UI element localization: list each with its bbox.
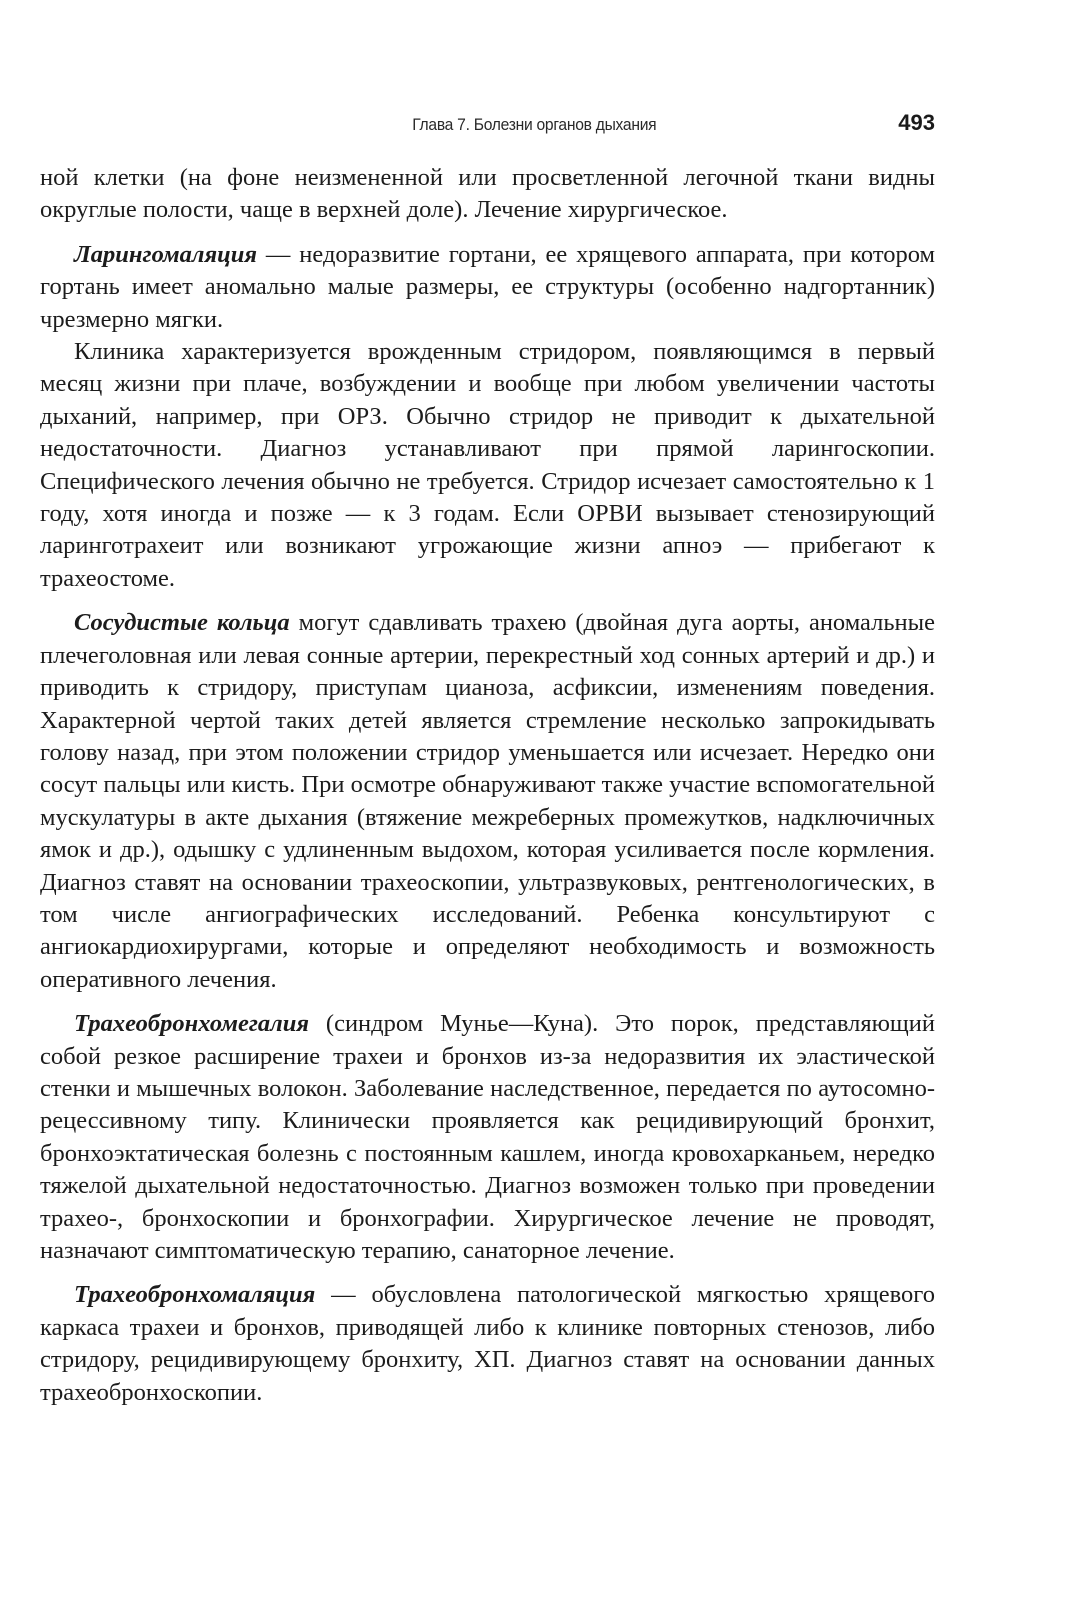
term-vascular-rings: Сосудистые кольца (74, 609, 290, 637)
term-laryngomalacia: Ларингомаляция (74, 240, 257, 268)
paragraph-laryngomalacia (40, 239, 935, 336)
paragraph-tracheobronchomegaly (40, 1008, 935, 1267)
paragraph-vascular-rings (40, 607, 935, 996)
paragraph-continuation (40, 162, 935, 227)
paragraph-laryngomalacia-clinic (40, 336, 935, 595)
paragraph-text: Клиника характеризуется врожденным стридором, появляющимся в первый месяц жизни при плаче, возбуждении и вообще при любом увеличении частоты дыханий, например, при ОРЗ. Обычно стридор не приводит к дыхательной недостаточности. Диагноз устанавливают при прямой ларингоскопии. Специфического лечения обычно не требуется. Стридор исчезает самостоятельно к 1 году, хотя иногда и позже — к 3 годам. Если ОРВИ вызывает стенозирующий ларинготрахеит или возникают угрожающие жизни апноэ — прибегают к трахеостоме. (40, 338, 935, 592)
paragraph-text: — обусловлена патологической мягкостью хрящевого каркаса трахеи и бронхов, приводящей либо к клинике повторных стенозов, либо стридору, рецидивирующему бронхиту, ХП. Диагноз ставят на основании данных трахеобронхоскопии. (40, 1281, 935, 1406)
paragraph-text: (синдром Мунье—Куна). Это порок, представляющий собой резкое расширение трахеи и бронхов из-за недоразвития их эластической стенки и мышечных волокон. Заболевание наследственное, передается по аутосомно-рецессивному типу. Клинически проявляется как рецидивирующий бронхит, бронхоэктатическая болезнь с постоянным кашлем, иногда кровохарканьем, нередко тяжелой дыхательной недостаточностью. Диагноз возможен только при проведении трахео-, бронхоскопии и бронхографии. Хирургическое лечение не проводят, назначают симптоматическую терапию, санаторное лечение. (40, 1010, 935, 1264)
paragraph-text: — недоразвитие гортани, ее хрящевого аппарата, при котором гортань имеет аномально малые размеры, ее структуры (особенно надгортанник) чрезмерно мягки. (40, 240, 935, 333)
book-page (40, 110, 935, 1409)
paragraph-text: ной клетки (на фоне неизмененной или просветленной легочной ткани видны округлые полости, чаще в верхней доле). Лечение хирургическое. (40, 164, 935, 224)
term-tracheobronchomegaly: Трахеобронхомегалия (74, 1010, 309, 1038)
body-text (40, 162, 935, 1409)
running-title: Глава 7. Болезни органов дыхания (412, 115, 657, 134)
paragraph-text: могут сдавливать трахею (двойная дуга аорты, аномальные плечеголовная или левая сонные артерии, перекрестный ход сонных артерий и др.) и приводить к стридору, приступам цианоза, асфиксии, изменениям поведения. Характерной чертой таких детей является стремление несколько запрокидывать голову назад, при этом положении стридор уменьшается или исчезает. Нередко они сосут пальцы или кисть. При осмотре обнаруживают также участие вспомогательной мускулатуры в акте дыхания (втяжение межреберных промежутков, надключичных ямок и др.), одышку с удлиненным выдохом, которая усиливается после кормления. Диагноз ставят на основании трахеоскопии, ультразвуковых, рентгенологических, в том числе ангиографических исследований. Ребенка консультируют с ангиокардиохирургами, которые и определяют необходимость и возможность оперативного лечения. (40, 609, 935, 993)
page-header (40, 110, 935, 146)
paragraph-tracheobronchomalacia (40, 1279, 935, 1409)
term-tracheobronchomalacia: Трахеобронхомаляция (74, 1281, 316, 1309)
page-number: 493 (898, 110, 935, 135)
